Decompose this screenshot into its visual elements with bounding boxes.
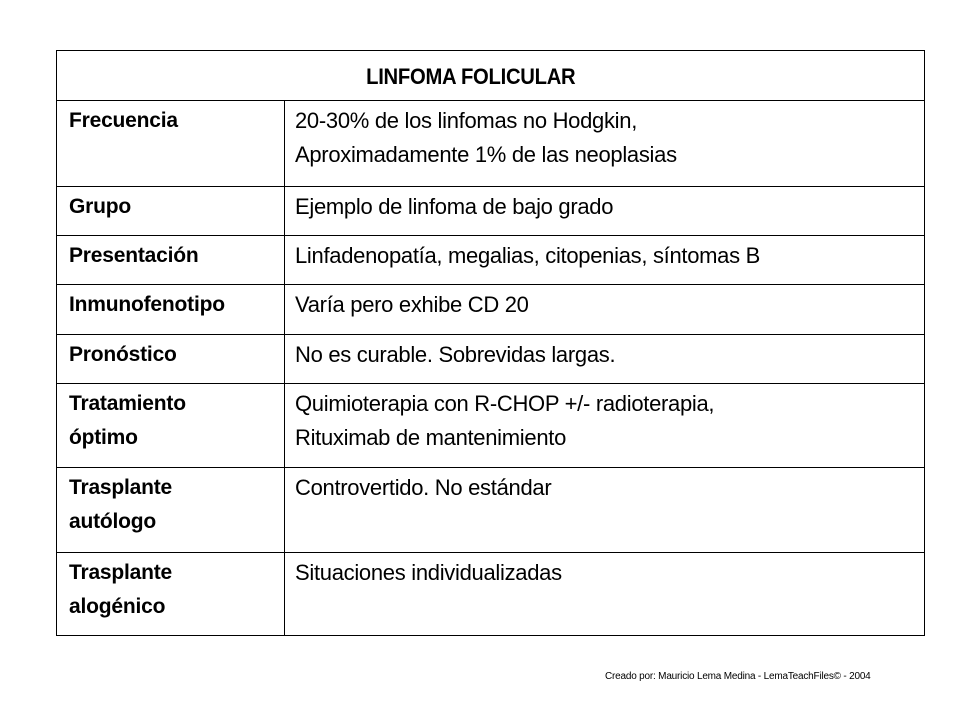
row-value-cell <box>285 553 925 636</box>
row-value-cell <box>285 187 925 236</box>
row-value-cell <box>285 468 925 553</box>
table-row <box>57 468 925 553</box>
table-title-row <box>57 51 925 101</box>
table-title: LINFOMA FOLICULAR <box>365 63 575 89</box>
row-value-line: Situaciones individualizadas <box>295 560 562 585</box>
row-label: Frecuencia <box>69 109 178 132</box>
table-title-cell <box>91 51 890 101</box>
row-label-cell <box>57 285 285 335</box>
row-label: Inmunofenotipo <box>69 293 225 316</box>
row-label-line: óptimo <box>69 426 138 449</box>
row-label-cell <box>57 553 285 636</box>
row-value-line: Ejemplo de linfoma de bajo grado <box>295 194 614 219</box>
row-value-cell <box>285 335 925 384</box>
row-label-cell <box>57 236 285 285</box>
row-label: Grupo <box>69 195 131 218</box>
row-value-cell <box>285 285 925 335</box>
table-row <box>57 285 925 335</box>
row-value-line: Varía pero exhibe CD 20 <box>295 292 529 317</box>
author-credit: Creado por: Mauricio Lema Medina - LemaTeachFiles© - 2004 <box>605 671 871 682</box>
row-label: Pronóstico <box>69 343 177 366</box>
row-value-line: Rituximab de mantenimiento <box>295 425 567 450</box>
row-value-cell <box>285 236 925 285</box>
table-row <box>57 384 925 468</box>
row-value-line: Controvertido. No estándar <box>295 475 552 500</box>
row-value-cell <box>285 101 925 187</box>
table-row <box>57 187 925 236</box>
row-label-line: Tratamiento <box>69 392 186 415</box>
row-label-line: autólogo <box>69 510 157 533</box>
table-row <box>57 553 925 636</box>
row-label-cell <box>57 468 285 553</box>
row-label-cell <box>57 335 285 384</box>
lymphoma-summary-table <box>56 50 925 636</box>
table-row <box>57 236 925 285</box>
row-label: Presentación <box>69 244 199 267</box>
row-value-cell <box>285 384 925 468</box>
row-value-line: Linfadenopatía, megalias, citopenias, síntomas B <box>295 243 761 268</box>
row-label-line: Trasplante <box>69 476 173 499</box>
row-label-cell <box>57 384 285 468</box>
row-value-line: 20-30% de los linfomas no Hodgkin, <box>295 108 638 133</box>
row-label-cell <box>57 187 285 236</box>
table-row <box>57 335 925 384</box>
row-label-cell <box>57 101 285 187</box>
row-label-line: alogénico <box>69 595 166 618</box>
row-label-line: Trasplante <box>69 561 173 584</box>
row-value-line: Quimioterapia con R-CHOP +/- radioterapia, <box>295 391 715 416</box>
row-value-line: No es curable. Sobrevidas largas. <box>295 342 616 367</box>
row-value-line: Aproximadamente 1% de las neoplasias <box>295 142 677 167</box>
table-row <box>57 101 925 187</box>
